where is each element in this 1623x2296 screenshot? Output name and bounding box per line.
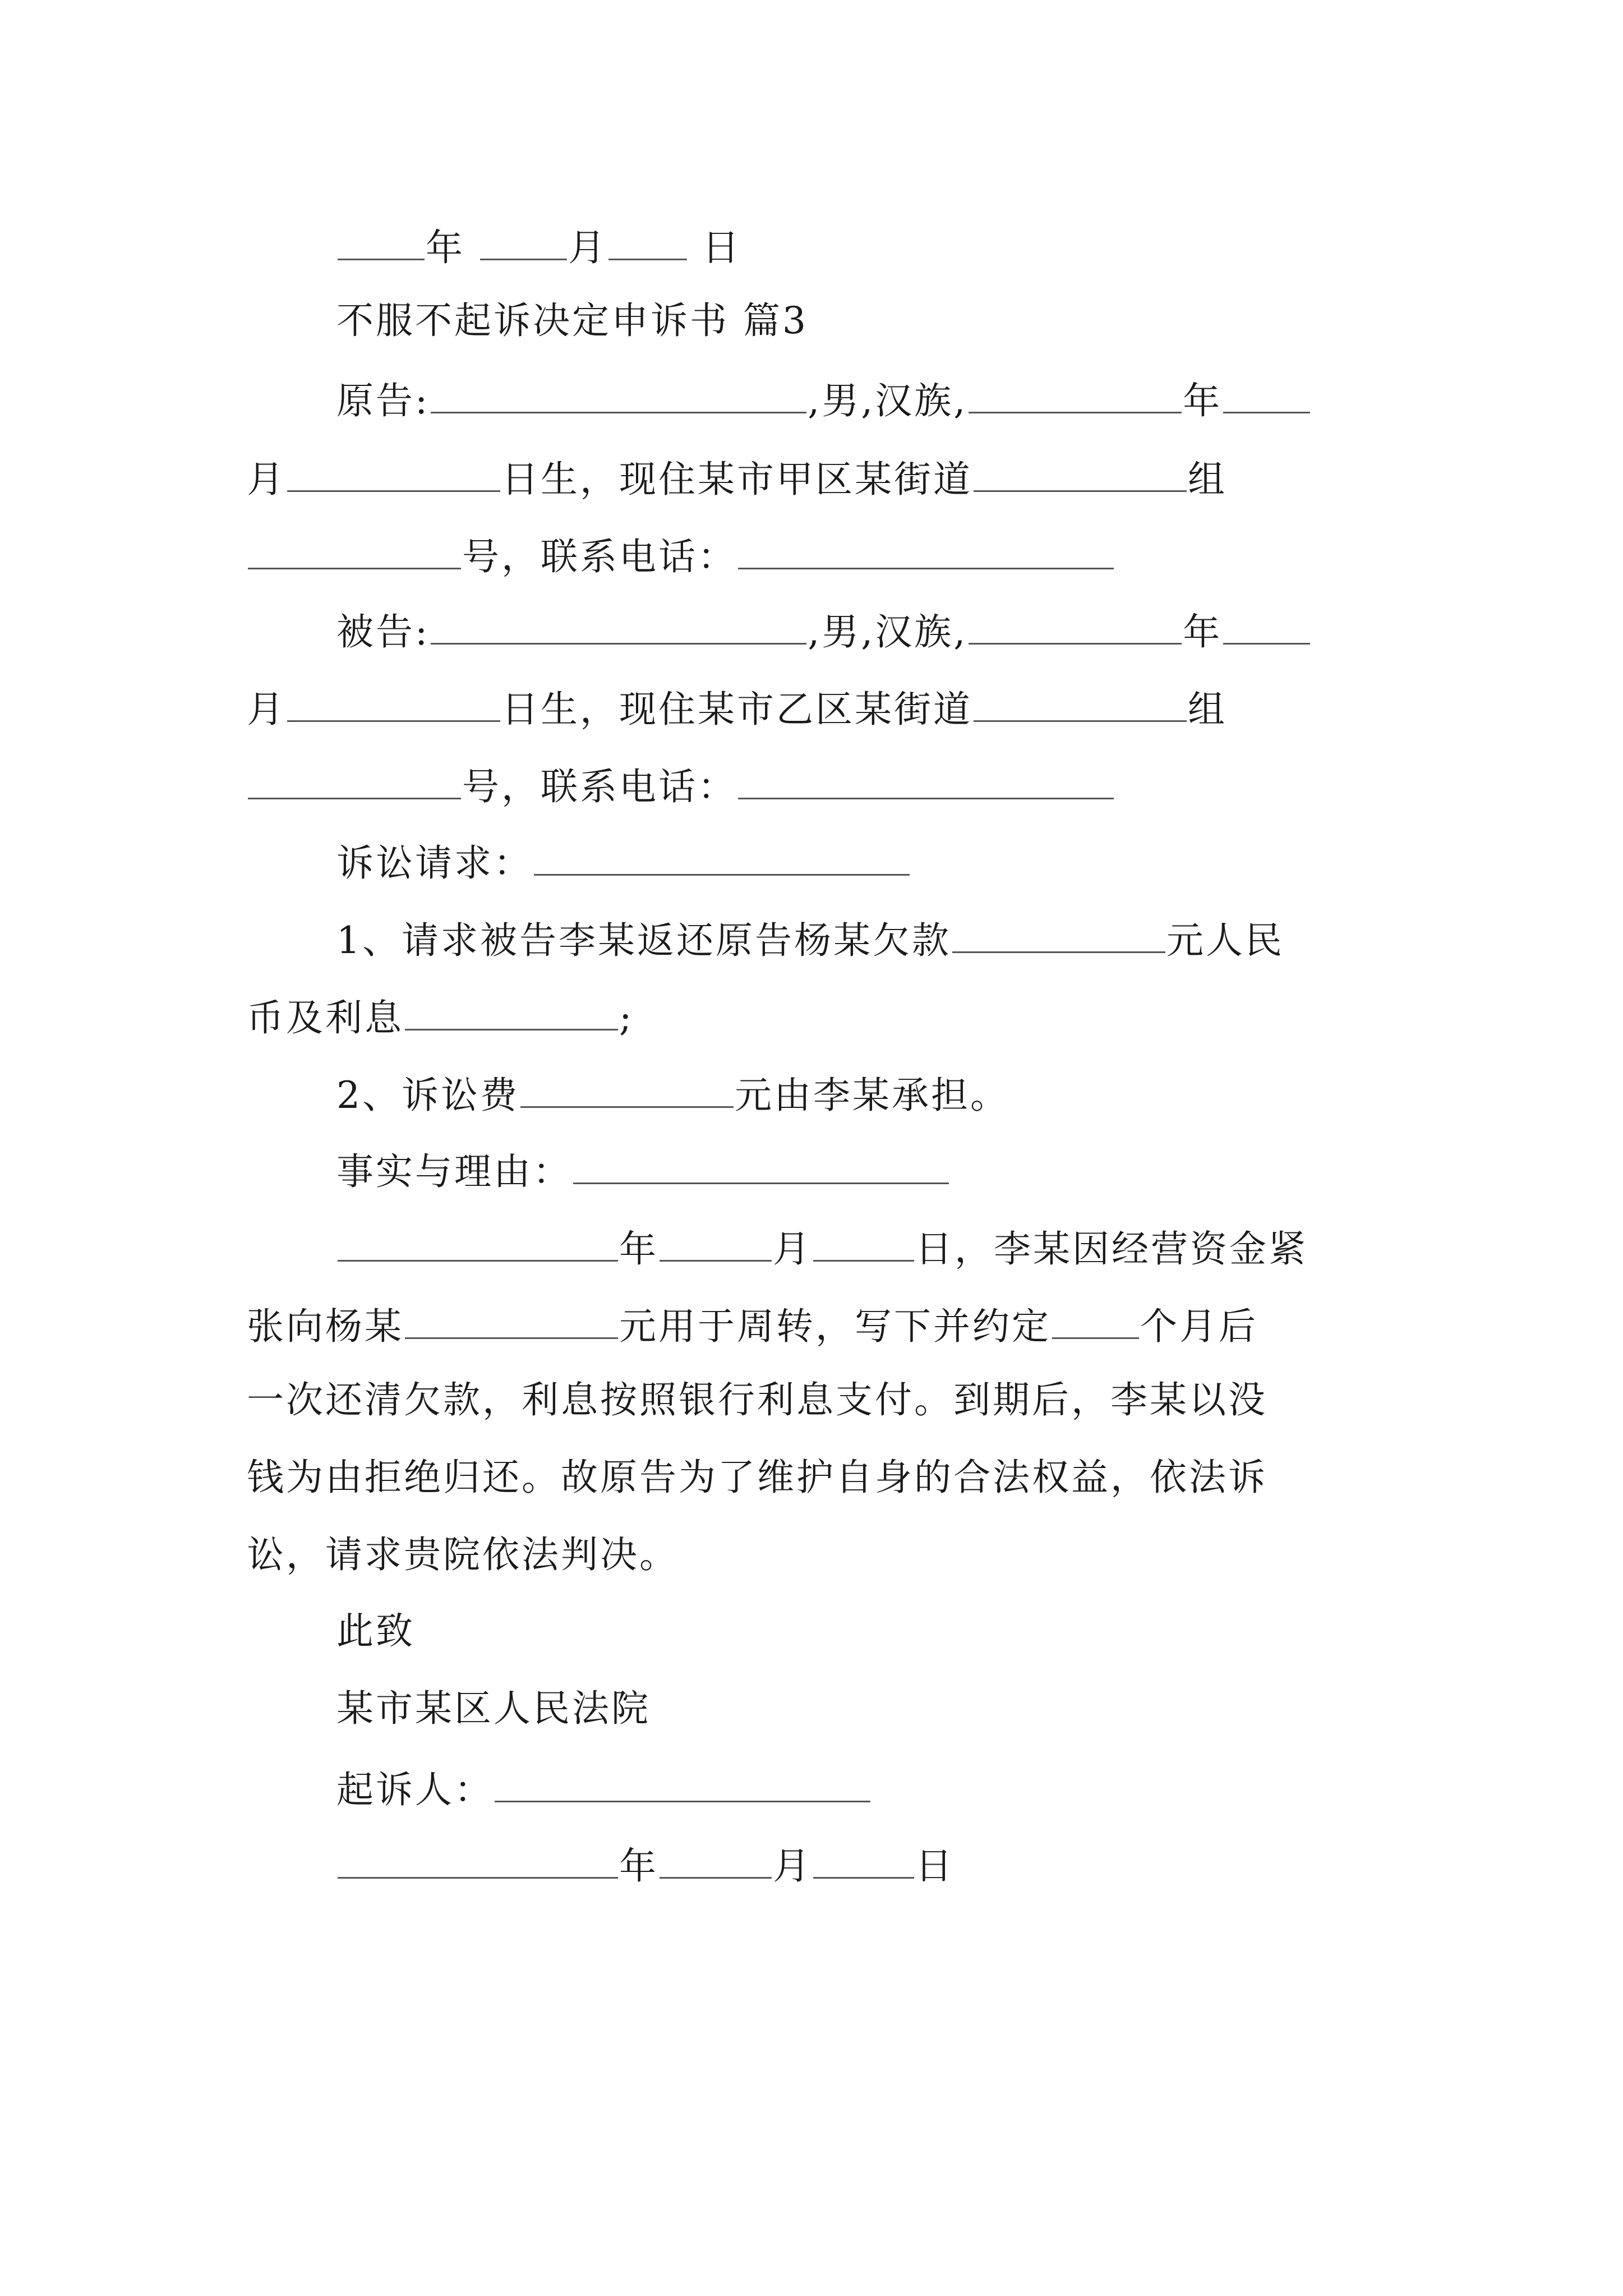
blank-field[interactable] <box>495 1764 870 1802</box>
claim-1-currency: 元人民 <box>1166 919 1284 962</box>
blank-field[interactable] <box>431 375 806 413</box>
facts-date-text: 日，李某因经营资金紧 <box>915 1227 1308 1271</box>
section-title: 不服不起诉决定申诉书 篇3 <box>336 299 808 342</box>
defendant-line-1 <box>336 606 1311 655</box>
claim-1-text: 1、请求被告李某返还原告杨某欠款 <box>336 919 951 962</box>
blank-field[interactable] <box>952 914 1165 953</box>
blank-field[interactable] <box>405 1300 618 1339</box>
blank-field[interactable] <box>813 1223 914 1262</box>
facts-line-3: 一次还清欠款，利息按照银行利息支付。到期后，李某以没 <box>247 1378 1267 1421</box>
claim-2-text-end: 元由李某承担。 <box>735 1074 1009 1117</box>
defendant-label: 被告: <box>336 610 430 654</box>
blank-field[interactable] <box>660 1223 772 1262</box>
facts-line-1 <box>336 1223 1308 1272</box>
facts-text: 个月后 <box>1140 1305 1258 1348</box>
blank-field[interactable] <box>338 222 425 260</box>
year-label: 年 <box>619 1227 658 1271</box>
plaintiff-label: 原告: <box>336 379 430 422</box>
month-label: 月 <box>247 458 286 501</box>
claim-2-text: 2、诉讼费 <box>336 1074 519 1117</box>
month-label: 月 <box>773 1227 812 1271</box>
claim-item-2 <box>336 1069 1009 1118</box>
claim-1-interest: 币及利息 <box>247 996 404 1039</box>
blank-field[interactable] <box>287 683 500 722</box>
blank-field[interactable] <box>431 606 806 645</box>
defendant-line-2 <box>247 683 1227 732</box>
blank-field[interactable] <box>969 375 1182 413</box>
plaintiff-signature-label: 起诉人： <box>336 1768 494 1811</box>
blank-field[interactable] <box>520 1069 734 1108</box>
blank-field[interactable] <box>287 453 500 492</box>
facts-text: 元用于周转，写下并约定 <box>619 1305 1051 1348</box>
claim-1-end: ; <box>619 996 634 1039</box>
plaintiff-gender-ethnicity: ,男,汉族, <box>808 379 968 422</box>
blank-field[interactable] <box>660 1840 772 1879</box>
year-label: 年 <box>1183 610 1223 654</box>
blank-field[interactable] <box>738 531 1114 569</box>
claim-item-1 <box>336 914 1284 963</box>
month-label: 月 <box>568 226 607 269</box>
year-label: 年 <box>619 1844 658 1888</box>
claims-heading <box>336 837 911 886</box>
defendant-address: 日生，现住某市乙区某街道 <box>501 688 972 731</box>
blank-field[interactable] <box>338 1840 618 1879</box>
facts-line-4: 钱为由拒绝归还。故原告为了维护自身的合法权益，依法诉 <box>247 1456 1267 1499</box>
blank-field[interactable] <box>534 837 910 876</box>
blank-field[interactable] <box>813 1840 914 1879</box>
year-label: 年 <box>1183 379 1223 422</box>
blank-field[interactable] <box>405 992 618 1030</box>
defendant-line-3 <box>247 761 1115 809</box>
date-line-top <box>336 222 741 270</box>
salutation: 此致 <box>336 1609 415 1653</box>
defendant-gender-ethnicity: ,男,汉族, <box>808 610 968 654</box>
month-label: 月 <box>247 688 286 731</box>
blank-field[interactable] <box>608 222 687 260</box>
facts-line-2 <box>247 1300 1258 1349</box>
year-label: 年 <box>426 226 465 269</box>
facts-line-5: 讼，请求贵院依法判决。 <box>247 1533 679 1576</box>
claim-item-1-cont <box>247 992 634 1041</box>
group-label: 组 <box>1188 688 1227 731</box>
plaintiff-line-2 <box>247 453 1227 502</box>
plaintiff-phone-label: 号，联系电话： <box>462 535 737 578</box>
blank-field[interactable] <box>969 606 1182 645</box>
blank-field[interactable] <box>1223 375 1310 413</box>
blank-field[interactable] <box>974 683 1187 722</box>
blank-field[interactable] <box>480 222 567 260</box>
plaintiff-line-3 <box>247 531 1115 579</box>
day-label: 日 <box>915 1844 955 1888</box>
blank-field[interactable] <box>573 1145 949 1184</box>
blank-field[interactable] <box>1223 606 1310 645</box>
facts-label: 事实与理由： <box>336 1150 572 1193</box>
blank-field[interactable] <box>248 761 461 799</box>
facts-text: 张向杨某 <box>247 1305 404 1348</box>
defendant-phone-label: 号，联系电话： <box>462 765 737 808</box>
date-line-bottom <box>336 1840 955 1889</box>
facts-heading <box>336 1145 950 1194</box>
plaintiff-line-1 <box>336 375 1311 424</box>
court-name: 某市某区人民法院 <box>336 1687 651 1730</box>
blank-field[interactable] <box>974 453 1187 492</box>
blank-field[interactable] <box>338 1223 618 1262</box>
blank-field[interactable] <box>248 531 461 569</box>
blank-field[interactable] <box>1052 1300 1139 1339</box>
day-label: 日 <box>702 226 741 269</box>
month-label: 月 <box>773 1844 812 1888</box>
blank-field[interactable] <box>738 761 1114 799</box>
claims-label: 诉讼请求： <box>336 841 533 885</box>
group-label: 组 <box>1188 458 1227 501</box>
signature-line <box>336 1764 872 1812</box>
plaintiff-address: 日生，现住某市甲区某街道 <box>501 458 972 501</box>
